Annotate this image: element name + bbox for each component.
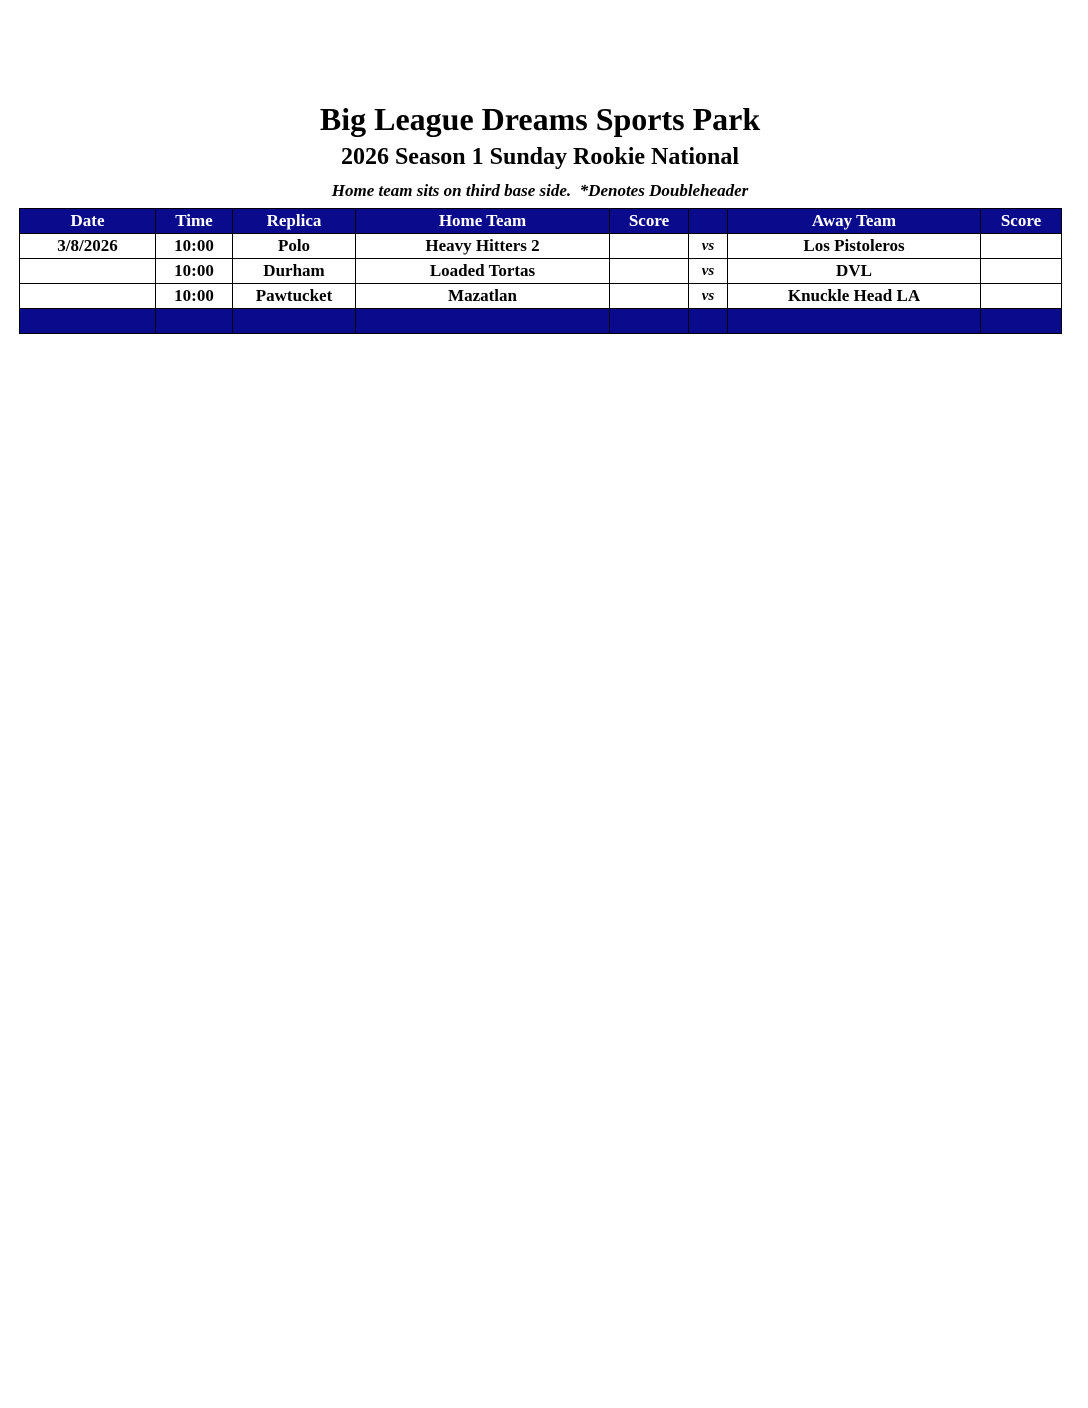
cell-away-team: Knuckle Head LA	[728, 284, 981, 309]
cell-time: 10:00	[156, 259, 233, 284]
cell-replica: Durham	[233, 259, 356, 284]
cell-replica: Pawtucket	[233, 284, 356, 309]
column-header-home-score: Score	[610, 209, 689, 234]
footer-cell	[728, 309, 981, 334]
cell-away-score	[981, 259, 1062, 284]
cell-home-team: Mazatlan	[356, 284, 610, 309]
page-title: Big League Dreams Sports Park	[319, 101, 761, 137]
page-subtitle: 2026 Season 1 Sunday Rookie National	[340, 144, 740, 170]
column-header-away-score: Score	[981, 209, 1062, 234]
table-footer-row	[20, 309, 1062, 334]
column-header-time: Time	[156, 209, 233, 234]
cell-time: 10:00	[156, 284, 233, 309]
cell-replica: Polo	[233, 234, 356, 259]
cell-date: 3/8/2026	[20, 234, 156, 259]
footer-cell	[156, 309, 233, 334]
cell-time: 10:00	[156, 234, 233, 259]
cell-away-team: DVL	[728, 259, 981, 284]
cell-vs: vs	[689, 234, 728, 259]
column-header-away-team: Away Team	[728, 209, 981, 234]
footer-cell	[981, 309, 1062, 334]
footer-cell	[689, 309, 728, 334]
footer-cell	[356, 309, 610, 334]
table-row	[20, 234, 1062, 259]
table-row	[20, 259, 1062, 284]
cell-home-score	[610, 259, 689, 284]
cell-away-score	[981, 284, 1062, 309]
column-header-replica: Replica	[233, 209, 356, 234]
column-header-vs	[689, 209, 728, 234]
schedule-note: Home team sits on third base side. *Denotes Doubleheader	[331, 181, 749, 200]
schedule-table	[19, 208, 1062, 334]
table-header-row	[20, 209, 1062, 234]
cell-vs: vs	[689, 284, 728, 309]
cell-home-team: Heavy Hitters 2	[356, 234, 610, 259]
column-header-home-team: Home Team	[356, 209, 610, 234]
footer-cell	[233, 309, 356, 334]
cell-home-team: Loaded Tortas	[356, 259, 610, 284]
cell-date	[20, 259, 156, 284]
cell-date	[20, 284, 156, 309]
cell-vs: vs	[689, 259, 728, 284]
table-row	[20, 284, 1062, 309]
cell-away-score	[981, 234, 1062, 259]
column-header-date: Date	[20, 209, 156, 234]
cell-away-team: Los Pistoleros	[728, 234, 981, 259]
footer-cell	[610, 309, 689, 334]
cell-home-score	[610, 234, 689, 259]
footer-cell	[20, 309, 156, 334]
cell-home-score	[610, 284, 689, 309]
